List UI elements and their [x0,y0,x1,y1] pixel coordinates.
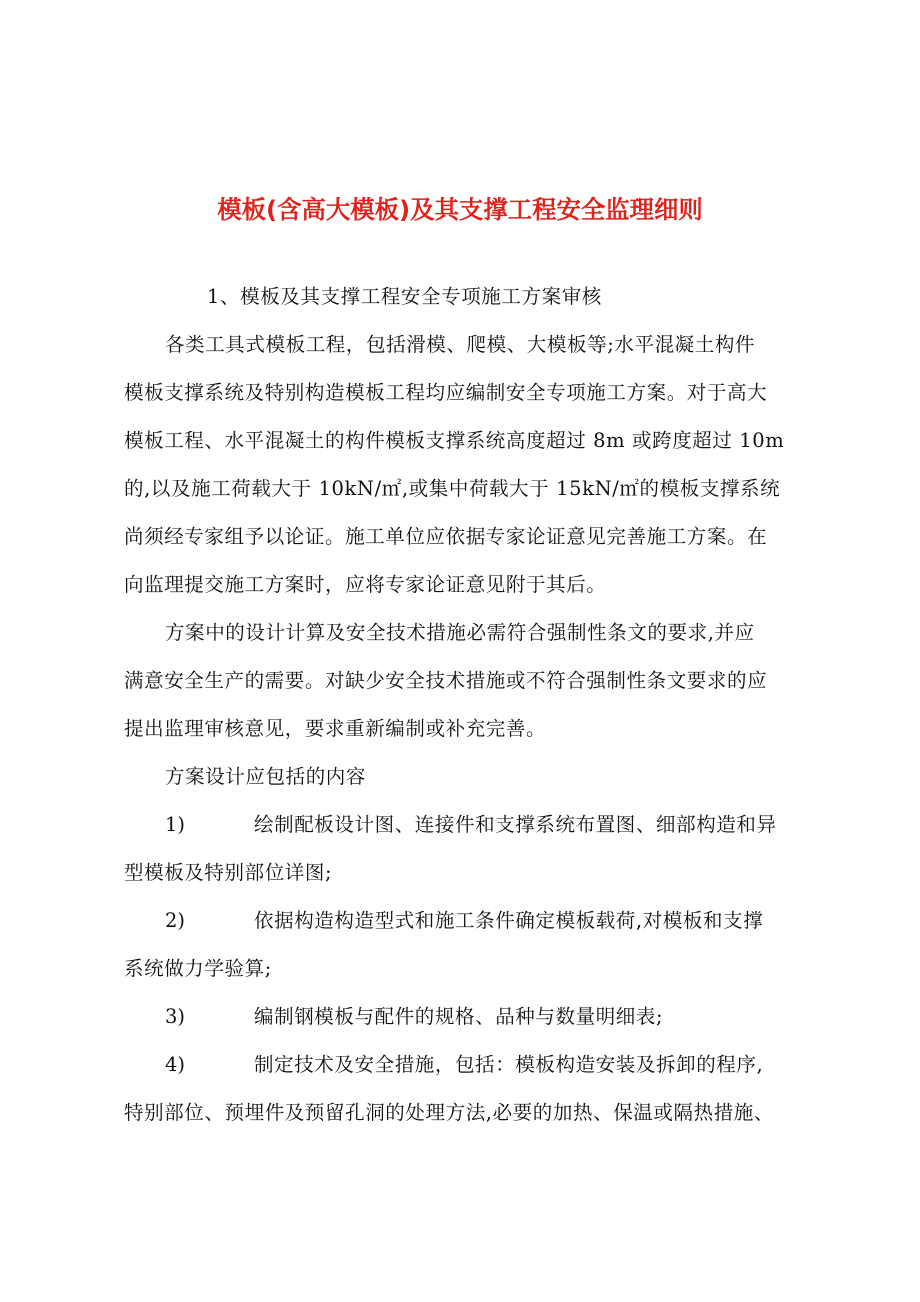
content-heading: 方案设计应包括的内容 [165,765,367,788]
paragraph-line: 满意安全生产的需要。对缺少安全技术措施或不符合强制性条文要求的应 [124,669,768,692]
paragraph-line: 模板支撑系统及特别构造模板工程均应编制安全专项施工方案。对于高大 [124,381,768,404]
paragraph-line: 尚须经专家组予以论证。施工单位应依据专家论证意见完善施工方案。在 [124,525,768,548]
item-line: 绘制配板设计图、连接件和支撑系统布置图、细部构造和异 [254,813,777,836]
paragraph-line: 各类工具式模板工程，包括滑模、爬模、大模板等;水平混凝土构件 [165,333,756,356]
item-number: 1) [165,813,186,836]
paragraph-line: 的,以及施工荷载大于 10kN/㎡,或集中荷载大于 15kN/㎡的模板支撑系统 [124,477,781,500]
item-line: 编制钢模板与配件的规格、品种与数量明细表; [254,1005,664,1028]
section-heading: 1、模板及其支撑工程安全专项施工方案审核 [207,285,602,308]
item-line: 型模板及特别部位详图; [124,861,333,884]
item-number: 3) [165,1005,186,1028]
item-number: 2) [165,909,186,932]
paragraph-line: 方案中的设计计算及安全技术措施必需符合强制性条文的要求,并应 [165,621,755,644]
paragraph-line: 模板工程、水平混凝土的构件模板支撑系统高度超过 8m 或跨度超过 10m [124,429,785,452]
item-line: 制定技术及安全措施，包括：模板构造安装及拆卸的程序, [254,1053,764,1076]
document-title: 模板(含高大模板)及其支撑工程安全监理细则 [217,195,703,224]
item-number: 4) [165,1053,186,1076]
item-line: 特别部位、预埋件及预留孔洞的处理方法,必要的加热、保温或隔热措施、 [124,1101,774,1124]
item-line: 系统做力学验算; [124,957,272,980]
item-line: 依据构造构造型式和施工条件确定模板载荷,对模板和支撑 [254,909,764,932]
paragraph-line: 向监理提交施工方案时，应将专家论证意见附于其后。 [124,573,607,596]
paragraph-line: 提出监理审核意见，要求重新编制或补充完善。 [124,717,547,740]
